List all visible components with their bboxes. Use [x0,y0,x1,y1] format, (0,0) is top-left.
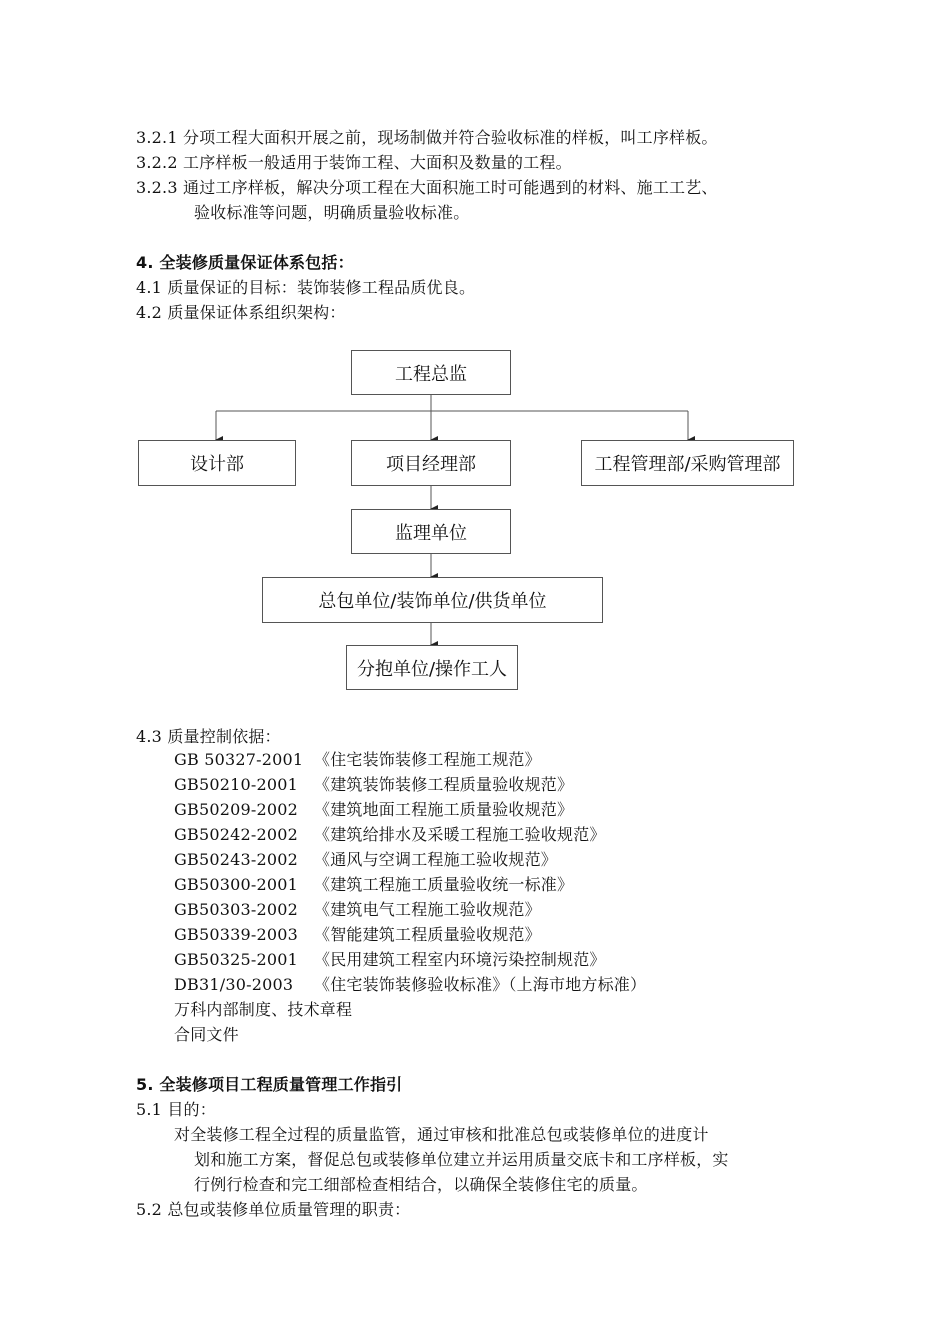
clause-number: 4.1 [136,278,163,297]
clause-number: 4.3 [136,727,163,746]
org-box-contractors: 总包单位/装饰单位/供货单位 [262,577,603,623]
clause-4-3 [136,727,281,747]
standard-title: 《智能建筑工程质量验收规范》 [314,925,541,944]
standard-code: GB50300-2001 [174,875,298,894]
standard-code: DB31/30-2003 [174,975,294,994]
standard-code: GB50210-2001 [174,775,298,794]
standard-item [174,975,646,995]
standard-code: GB50339-2003 [174,925,298,944]
standard-title: 《建筑给排水及采暖工程施工验收规范》 [314,825,606,844]
clause-5-1 [136,1100,216,1120]
section-4-heading: 4. 全装修质量保证体系包括： [136,253,354,272]
clause-text: 总包或装修单位质量管理的职责： [167,1200,411,1219]
org-box-supervision: 监理单位 [351,509,511,554]
org-box-engineering-procurement: 工程管理部/采购管理部 [581,440,794,486]
section-5-heading: 5. 全装修项目工程质量管理工作指引 [136,1075,403,1094]
standard-item [174,875,573,895]
standard-code: GB 50327-2001 [174,750,304,769]
clause-number: 5.1 [136,1100,163,1119]
clause-text: 目的： [167,1100,216,1119]
clause-text: 工序样板一般适用于装饰工程、大面积及数量的工程。 [183,153,572,172]
standard-code: GB50242-2002 [174,825,298,844]
list-item-internal-rules: 万科内部制度、技术章程 [174,1000,353,1019]
standard-code: GB50303-2002 [174,900,298,919]
clause-text: 分项工程大面积开展之前，现场制做并符合验收标准的样板，叫工序样板。 [183,128,718,147]
standard-title: 《民用建筑工程室内环境污染控制规范》 [314,950,606,969]
clause-3-2-3-continuation: 验收标准等问题，明确质量验收标准。 [194,203,470,222]
standard-code: GB50243-2002 [174,850,298,869]
standard-code: GB50209-2002 [174,800,298,819]
purpose-line-3: 行例行检查和完工细部检查相结合，以确保全装修住宅的质量。 [194,1175,648,1194]
clause-number: 3.2.1 [136,128,178,147]
org-box-subcontractors: 分抱单位/操作工人 [346,645,518,690]
clause-number: 5.2 [136,1200,163,1219]
standard-item [174,775,573,795]
standard-item [174,900,541,920]
standard-title: 《建筑电气工程施工验收规范》 [314,900,541,919]
list-item-contract-docs: 合同文件 [174,1025,239,1044]
standard-item [174,750,541,770]
standard-item [174,825,606,845]
standard-item [174,850,557,870]
clause-text: 质量保证体系组织架构： [167,303,346,322]
clause-5-2 [136,1200,410,1220]
standard-item [174,950,606,970]
standard-title: 《建筑地面工程施工质量验收规范》 [314,800,574,819]
standard-code: GB50325-2001 [174,950,298,969]
clause-number: 3.2.2 [136,153,178,172]
standard-title: 《住宅装饰装修工程施工规范》 [314,750,541,769]
standard-title: 《住宅装饰装修验收标准》（上海市地方标准） [314,975,647,994]
standard-title: 《建筑装饰装修工程质量验收规范》 [314,775,574,794]
standard-title: 《建筑工程施工质量验收统一标准》 [314,875,574,894]
standard-item [174,925,541,945]
org-box-project-management: 项目经理部 [351,440,511,486]
standard-item [174,800,573,820]
clause-text: 通过工序样板，解决分项工程在大面积施工时可能遇到的材料、施工工艺、 [183,178,718,197]
org-box-design-dept: 设计部 [138,440,296,486]
clause-number: 4.2 [136,303,163,322]
clause-text: 质量控制依据： [167,727,281,746]
standard-title: 《通风与空调工程施工验收规范》 [314,850,558,869]
purpose-line-2: 划和施工方案，督促总包或装修单位建立并运用质量交底卡和工序样板，实 [194,1150,729,1169]
org-box-chief-engineer: 工程总监 [351,350,511,395]
purpose-line-1: 对全装修工程全过程的质量监管，通过审核和批准总包或装修单位的进度计 [174,1125,709,1144]
clause-number: 3.2.3 [136,178,178,197]
clause-text: 质量保证的目标：装饰装修工程品质优良。 [167,278,476,297]
